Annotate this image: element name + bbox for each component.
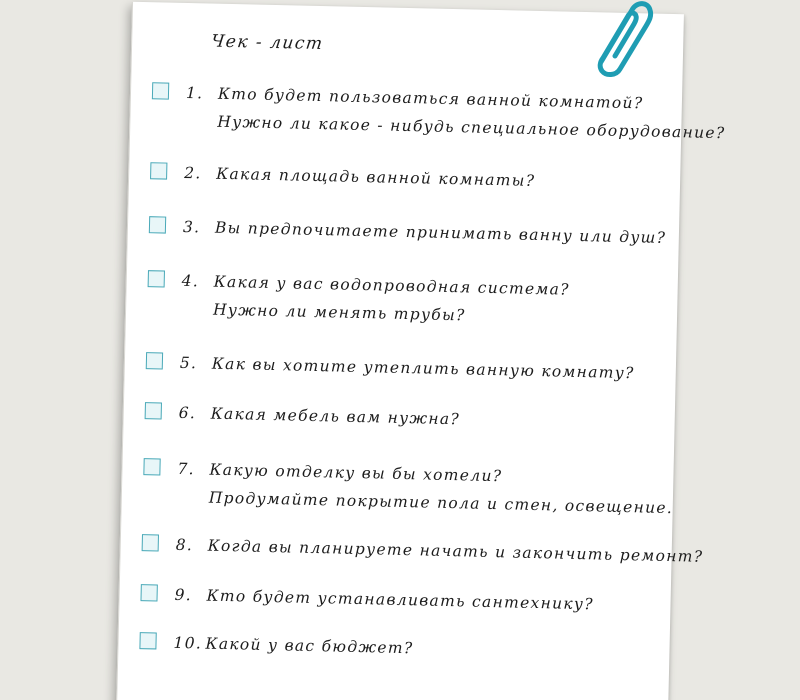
checkbox-5[interactable] xyxy=(146,352,163,369)
checkbox-4[interactable] xyxy=(148,270,165,287)
item-number: 5. xyxy=(179,353,198,373)
checklist-item-8 xyxy=(142,530,704,566)
checklist-item-7 xyxy=(144,454,674,518)
checklist-item-2 xyxy=(151,158,671,190)
checklist-item-4 xyxy=(148,266,668,325)
checkbox-8[interactable] xyxy=(142,534,159,551)
checklist-title: Чек - лист xyxy=(209,31,325,55)
item-number: 9. xyxy=(174,585,193,605)
item-text: Какая площадь ванной комнаты? xyxy=(215,164,536,190)
item-text-secondary: Нужно ли менять трубы? xyxy=(212,300,466,325)
checkbox-10[interactable] xyxy=(139,632,156,649)
item-number: 3. xyxy=(182,217,201,237)
item-number: 2. xyxy=(183,163,202,183)
item-text-secondary: Нужно ли какое - нибудь специальное оборудование? xyxy=(217,112,726,143)
checkbox-7[interactable] xyxy=(143,458,160,475)
item-text: Кто будет устанавливать сантехнику? xyxy=(206,586,595,614)
item-number: 4. xyxy=(181,271,200,291)
item-number: 7. xyxy=(177,459,196,479)
item-number: 10. xyxy=(173,633,203,653)
item-number: 1. xyxy=(185,83,204,103)
item-text: Как вы хотите утеплить ванную комнату? xyxy=(211,354,635,383)
checklist-paper xyxy=(116,2,726,700)
item-number: 6. xyxy=(178,403,197,423)
checklist-item-1 xyxy=(152,78,726,143)
item-text: Какая мебель вам нужна? xyxy=(210,404,461,429)
item-number: 8. xyxy=(175,535,194,555)
checklist-item-3 xyxy=(149,212,669,247)
checkbox-1[interactable] xyxy=(152,82,169,99)
paperclip-icon xyxy=(588,0,658,78)
item-text: Какая у вас водопроводная система? xyxy=(213,272,570,299)
item-text: Какой у вас бюджет? xyxy=(205,634,414,658)
checklist-item-10 xyxy=(140,628,660,658)
item-text: Когда вы планируете начать и закончить ремонт? xyxy=(207,536,704,566)
checklist-item-9 xyxy=(141,580,661,614)
checkbox-3[interactable] xyxy=(149,216,166,233)
checkbox-9[interactable] xyxy=(140,584,157,601)
checkbox-2[interactable] xyxy=(150,162,167,179)
checkbox-6[interactable] xyxy=(145,402,162,419)
checklist-item-5 xyxy=(146,348,666,383)
item-text-secondary: Продумайте покрытие пола и стен, освещение. xyxy=(208,488,674,518)
item-text: Вы предпочитаете принимать ванну или душ? xyxy=(214,218,667,247)
item-text: Какую отделку вы бы хотели? xyxy=(209,460,503,486)
checklist-item-6 xyxy=(145,398,665,429)
item-text: Кто будет пользоваться ванной комнатой? xyxy=(217,84,644,113)
